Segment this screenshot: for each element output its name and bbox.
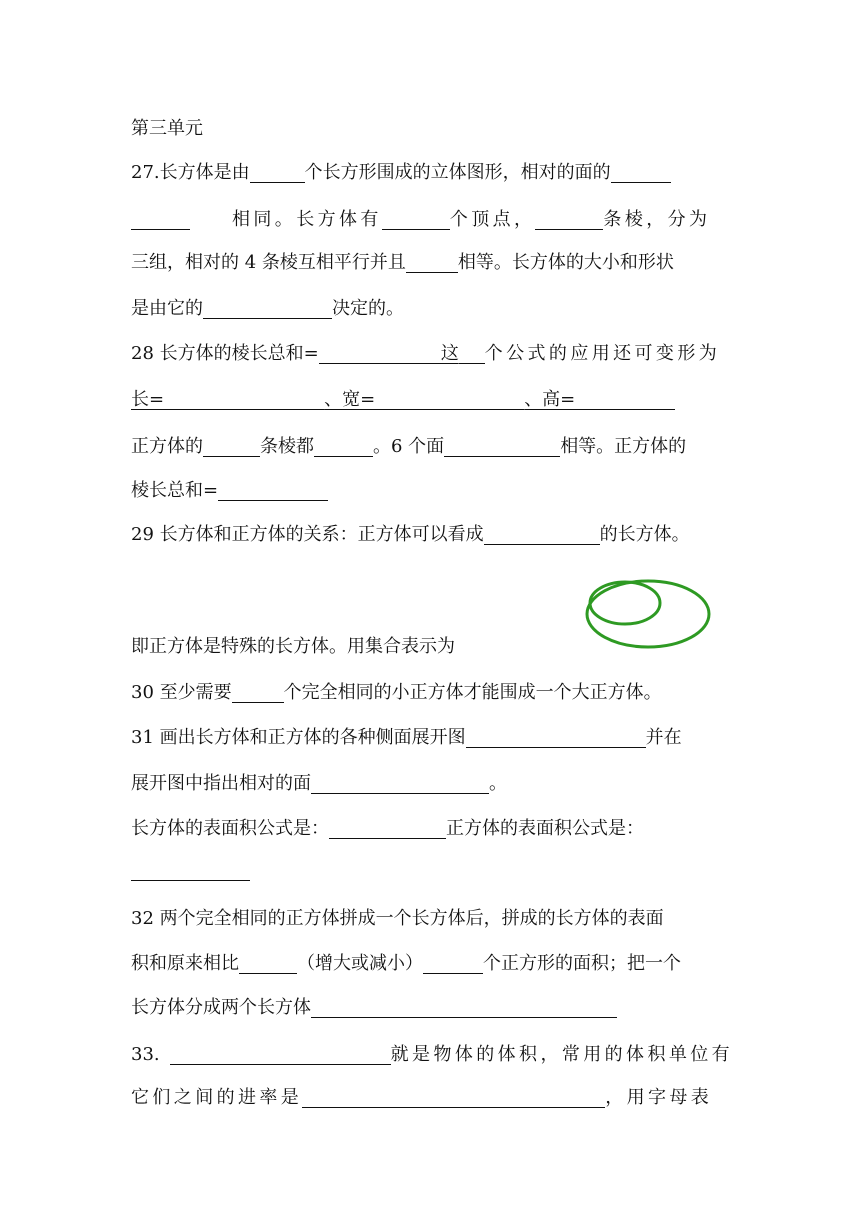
q29-line-2: 即正方体是特殊的长方体。用集合表示为 (131, 636, 455, 657)
q28-line-1: 28 长方体的棱长总和= 这 个公式的应用还可变形为 (131, 343, 721, 364)
blank[interactable] (319, 343, 441, 364)
blank[interactable] (329, 818, 446, 839)
q28-line-4: 棱长总和= (131, 478, 328, 504)
blank[interactable] (131, 209, 190, 230)
blank[interactable] (575, 389, 675, 410)
q33-line-2: 它们之间的进率是 ，用字母表 (131, 1087, 713, 1108)
blank[interactable] (466, 727, 646, 748)
outer-set-ellipse (587, 581, 709, 647)
blank[interactable] (382, 209, 450, 230)
q27-line-4: 是由它的 决定的。 (131, 298, 404, 319)
blank[interactable] (170, 1044, 391, 1065)
q31-line-2: 展开图中指出相对的面 。 (131, 773, 507, 794)
blank[interactable] (311, 997, 617, 1018)
q30-line: 30 至少需要 个完全相同的小正方体才能围成一个大正方体。 (131, 682, 662, 703)
blank[interactable] (314, 436, 373, 457)
q28-line-2: 长= 、宽= 、高= (131, 387, 675, 413)
q27-line-2: 相同。长方体有 个顶点， 条棱，分为 (131, 207, 710, 233)
blank[interactable] (375, 389, 524, 410)
q29-line-1: 29 长方体和正方体的关系：正方体可以看成 的长方体。 (131, 524, 690, 545)
blank[interactable] (406, 252, 458, 273)
blank[interactable] (232, 682, 284, 703)
blank[interactable] (484, 524, 600, 545)
q32-line-2: 积和原来相比 （增大或减小） 个正方形的面积；把一个 (131, 953, 681, 974)
q31-line-1: 31 画出长方体和正方体的各种侧面展开图 并在 (131, 727, 682, 748)
blank[interactable] (203, 298, 332, 319)
blank[interactable] (131, 860, 250, 881)
q31-line-3: 长方体的表面积公式是： 正方体的表面积公式是： (131, 818, 644, 839)
q32-line-3: 长方体分成两个长方体 (131, 995, 617, 1021)
q32-line-1: 32 两个完全相同的正方体拼成一个长方体后，拼成的长方体的表面 (131, 908, 664, 929)
q33-line-1: 33. 就是物体的体积，常用的体积单位有 (131, 1044, 734, 1065)
blank[interactable] (535, 209, 603, 230)
blank[interactable] (311, 773, 489, 794)
inner-set-ellipse (590, 582, 660, 624)
blank[interactable] (459, 343, 485, 364)
q28-line-3: 正方体的 条棱都 。6 个面 相等。正方体的 (131, 436, 687, 457)
blank[interactable] (611, 162, 671, 183)
unit-heading: 第三单元 (131, 118, 203, 139)
blank[interactable] (164, 389, 324, 410)
blank[interactable] (444, 436, 560, 457)
blank[interactable] (218, 480, 328, 501)
blank[interactable] (239, 953, 297, 974)
blank[interactable] (302, 1087, 605, 1108)
blank[interactable] (423, 953, 483, 974)
q27-line-3: 三组，相对的 4 条棱互相平行并且 相等。长方体的大小和形状 (131, 252, 674, 273)
q27-line-1: 27.长方体是由 个长方形围成的立体图形，相对的面的 (131, 160, 671, 186)
blank[interactable] (250, 162, 305, 183)
set-diagram (584, 578, 714, 652)
q31-line-4 (131, 858, 250, 884)
blank[interactable] (203, 436, 260, 457)
